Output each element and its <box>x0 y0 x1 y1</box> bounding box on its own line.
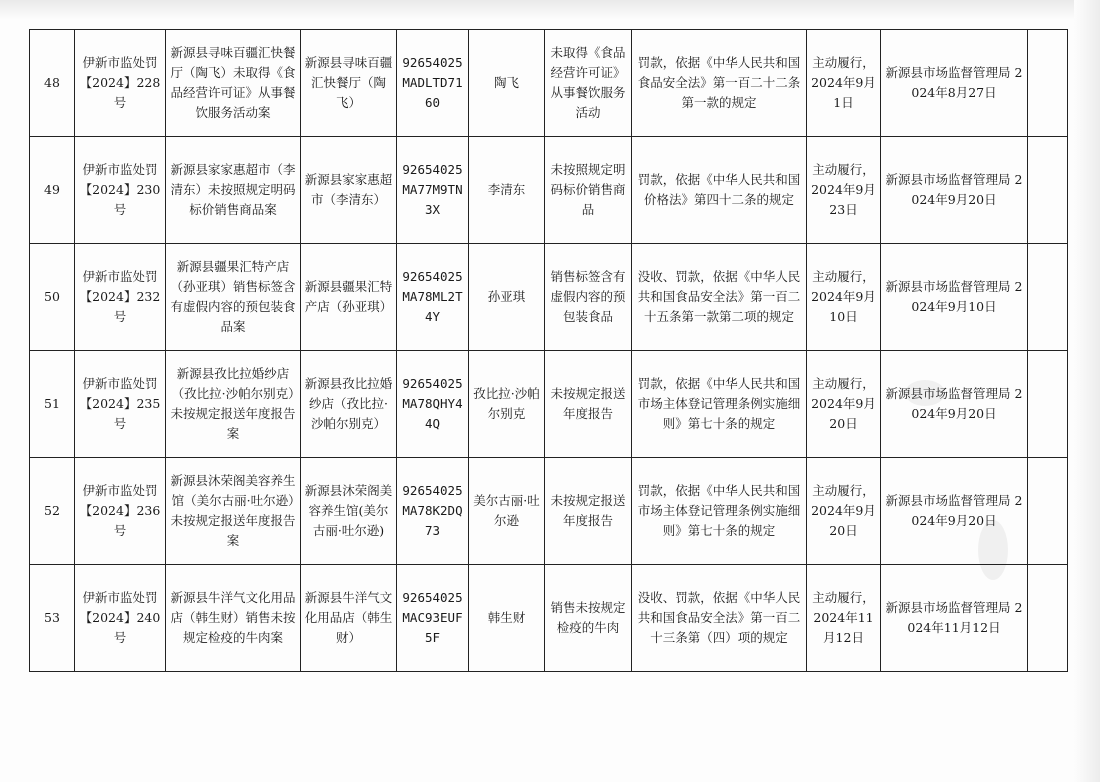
authority-and-date: 新源县市场监督管理局 2024年8月27日 <box>881 30 1028 137</box>
violation-fact: 未按规定报送年度报告 <box>545 351 632 458</box>
authority-and-date: 新源县市场监督管理局 2024年9月10日 <box>881 244 1028 351</box>
case-name: 新源县寻味百疆汇快餐厅（陶飞）未取得《食品经营许可证》从事餐饮服务活动案 <box>166 30 301 137</box>
case-name: 新源县疆果汇特产店（孙亚琪）销售标签含有虚假内容的预包装食品案 <box>166 244 301 351</box>
performance-status: 主动履行，2024年9月20日 <box>807 351 881 458</box>
row-number: 50 <box>30 244 75 351</box>
legal-representative: 韩生财 <box>469 565 545 672</box>
empty-cell <box>1028 137 1068 244</box>
penalty-content: 罚款，依据《中华人民共和国价格法》第四十二条的规定 <box>632 137 807 244</box>
decision-number: 伊新市监处罚【2024】228号 <box>75 30 166 137</box>
violation-fact: 销售标签含有虚假内容的预包装食品 <box>545 244 632 351</box>
legal-representative: 孜比拉·沙帕尔别克 <box>469 351 545 458</box>
table-body <box>30 30 1068 672</box>
credit-code: 92654025MA77M9TN3X <box>397 137 469 244</box>
case-name: 新源县孜比拉婚纱店（孜比拉·沙帕尔别克）未按规定报送年度报告案 <box>166 351 301 458</box>
table-row <box>30 30 1068 137</box>
performance-status: 主动履行，2024年9月1日 <box>807 30 881 137</box>
party-name: 新源县寻味百疆汇快餐厅（陶飞） <box>301 30 397 137</box>
penalty-content: 没收、罚款，依据《中华人民共和国食品安全法》第一百二十五条第一款第二项的规定 <box>632 244 807 351</box>
empty-cell <box>1028 244 1068 351</box>
case-name: 新源县牛洋气文化用品店（韩生财）销售未按规定检疫的牛肉案 <box>166 565 301 672</box>
empty-cell <box>1028 458 1068 565</box>
empty-cell <box>1028 30 1068 137</box>
decision-number: 伊新市监处罚【2024】240号 <box>75 565 166 672</box>
violation-fact: 销售未按规定检疫的牛肉 <box>545 565 632 672</box>
violation-fact: 未按照规定明码标价销售商品 <box>545 137 632 244</box>
row-number: 51 <box>30 351 75 458</box>
table-row <box>30 244 1068 351</box>
credit-code: 92654025MADLTD7160 <box>397 30 469 137</box>
authority-and-date: 新源县市场监督管理局 2024年11月12日 <box>881 565 1028 672</box>
table-row <box>30 351 1068 458</box>
penalty-content: 罚款，依据《中华人民共和国市场主体登记管理条例实施细则》第七十条的规定 <box>632 351 807 458</box>
legal-representative: 孙亚琪 <box>469 244 545 351</box>
case-name: 新源县沐荣阁美容养生馆（美尔古丽·吐尔逊）未按规定报送年度报告案 <box>166 458 301 565</box>
authority-and-date: 新源县市场监督管理局 2024年9月20日 <box>881 351 1028 458</box>
party-name: 新源县疆果汇特产店（孙亚琪） <box>301 244 397 351</box>
credit-code: 92654025MAC93EUF5F <box>397 565 469 672</box>
performance-status: 主动履行，2024年11月12日 <box>807 565 881 672</box>
empty-cell <box>1028 351 1068 458</box>
authority-and-date: 新源县市场监督管理局 2024年9月20日 <box>881 458 1028 565</box>
penalty-content: 罚款，依据《中华人民共和国食品安全法》第一百二十二条第一款的规定 <box>632 30 807 137</box>
credit-code: 92654025MA78ML2T4Y <box>397 244 469 351</box>
table-row <box>30 458 1068 565</box>
violation-fact: 未取得《食品经营许可证》从事餐饮服务活动 <box>545 30 632 137</box>
scan-shadow-right <box>1074 0 1100 782</box>
party-name: 新源县沐荣阁美容养生馆(美尔古丽·吐尔逊) <box>301 458 397 565</box>
penalty-content: 罚款，依据《中华人民共和国市场主体登记管理条例实施细则》第七十条的规定 <box>632 458 807 565</box>
performance-status: 主动履行，2024年9月20日 <box>807 458 881 565</box>
legal-representative: 陶飞 <box>469 30 545 137</box>
case-name: 新源县家家惠超市（李清东）未按照规定明码标价销售商品案 <box>166 137 301 244</box>
decision-number: 伊新市监处罚【2024】230号 <box>75 137 166 244</box>
row-number: 48 <box>30 30 75 137</box>
decision-number: 伊新市监处罚【2024】236号 <box>75 458 166 565</box>
decision-number: 伊新市监处罚【2024】235号 <box>75 351 166 458</box>
table-row <box>30 137 1068 244</box>
row-number: 49 <box>30 137 75 244</box>
performance-status: 主动履行，2024年9月23日 <box>807 137 881 244</box>
penalty-content: 没收、罚款，依据《中华人民共和国食品安全法》第一百二十三条第（四）项的规定 <box>632 565 807 672</box>
violation-fact: 未按规定报送年度报告 <box>545 458 632 565</box>
row-number: 53 <box>30 565 75 672</box>
scan-shadow-top <box>0 0 1100 20</box>
party-name: 新源县家家惠超市（李清东） <box>301 137 397 244</box>
empty-cell <box>1028 565 1068 672</box>
party-name: 新源县孜比拉婚纱店（孜比拉·沙帕尔别克） <box>301 351 397 458</box>
credit-code: 92654025MA78QHY44Q <box>397 351 469 458</box>
performance-status: 主动履行，2024年9月10日 <box>807 244 881 351</box>
party-name: 新源县牛洋气文化用品店（韩生财） <box>301 565 397 672</box>
authority-and-date: 新源县市场监督管理局 2024年9月20日 <box>881 137 1028 244</box>
legal-representative: 李清东 <box>469 137 545 244</box>
row-number: 52 <box>30 458 75 565</box>
legal-representative: 美尔古丽·吐尔逊 <box>469 458 545 565</box>
table-row <box>30 565 1068 672</box>
penalty-records-table <box>29 29 1068 672</box>
credit-code: 92654025MA78K2DQ73 <box>397 458 469 565</box>
decision-number: 伊新市监处罚【2024】232号 <box>75 244 166 351</box>
